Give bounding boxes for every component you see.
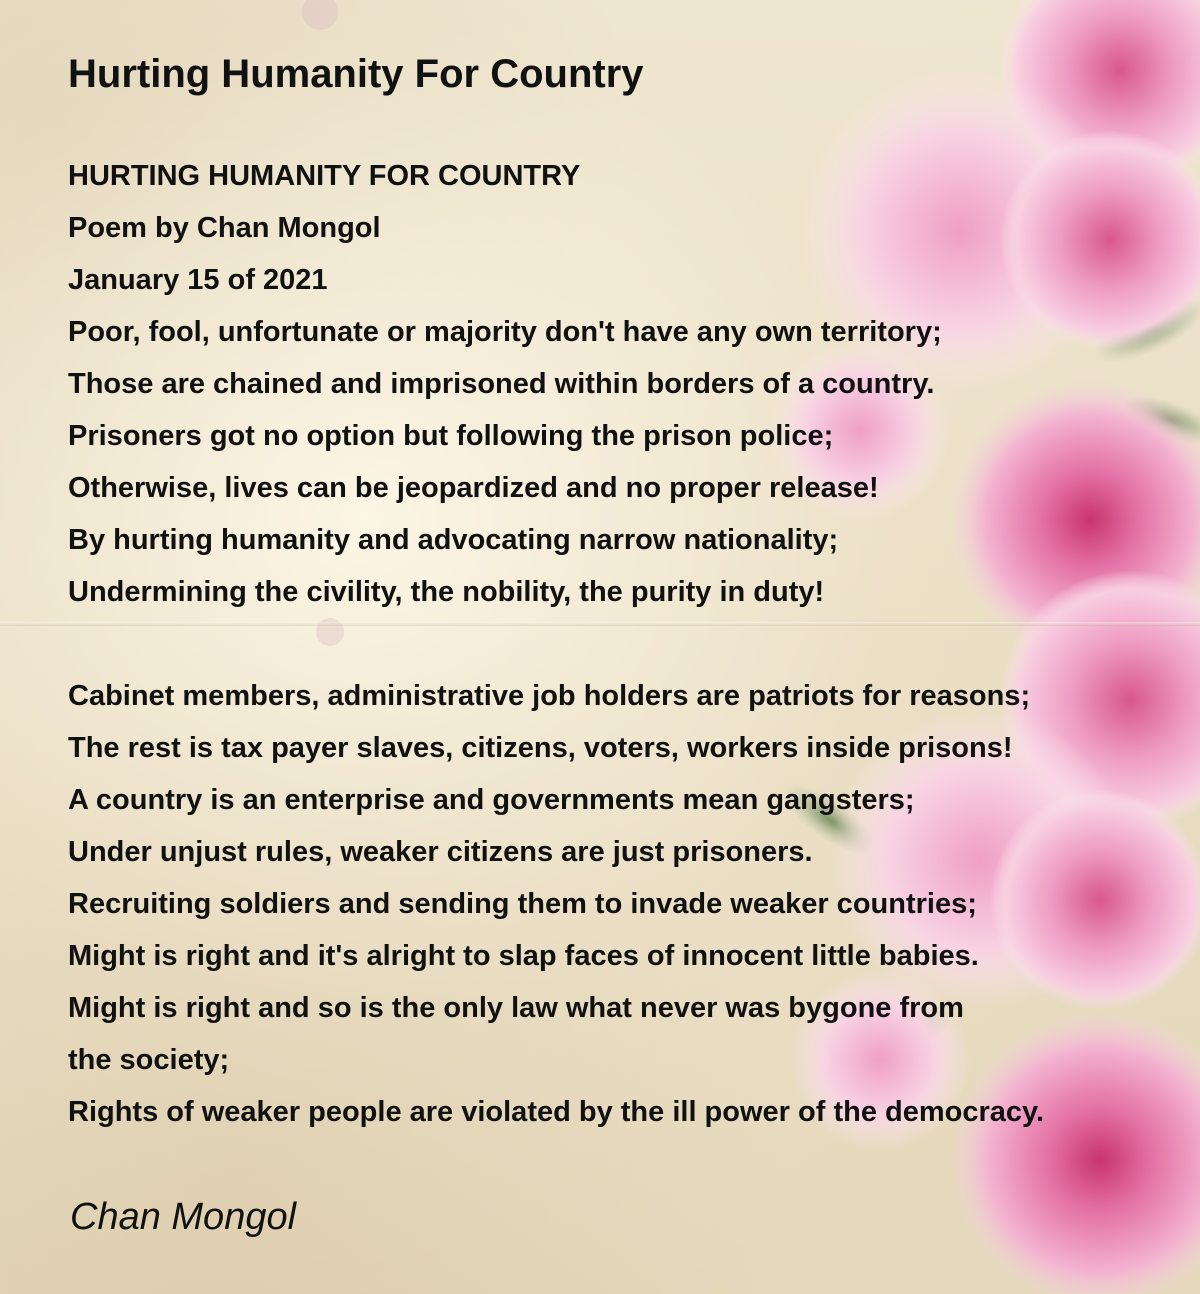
poem-heading-line: HURTING HUMANITY FOR COUNTRY	[68, 160, 581, 192]
poem-line: Might is right and it's alright to slap faces of innocent little babies.	[68, 940, 979, 972]
poem-line: Poor, fool, unfortunate or majority don't have any own territory;	[68, 316, 942, 348]
poem-line: The rest is tax payer slaves, citizens, voters, workers inside prisons!	[68, 732, 1013, 764]
poem-line: the society;	[68, 1044, 230, 1076]
poem-line: Recruiting soldiers and sending them to invade weaker countries;	[68, 888, 977, 920]
poem-line: Might is right and so is the only law what never was bygone from	[68, 992, 964, 1024]
poem-line: Those are chained and imprisoned within borders of a country.	[68, 368, 935, 400]
poem-line: Undermining the civility, the nobility, the purity in duty!	[68, 576, 825, 608]
stanza-break	[68, 618, 1044, 670]
poem-line: By hurting humanity and advocating narrow nationality;	[68, 524, 839, 556]
poem-date: January 15 of 2021	[68, 264, 328, 296]
author-signature: Chan Mongol	[70, 1196, 297, 1238]
poem-line: Otherwise, lives can be jeopardized and no proper release!	[68, 472, 879, 504]
poem-title: Hurting Humanity For Country	[68, 52, 644, 96]
poem-byline: Poem by Chan Mongol	[68, 212, 381, 244]
poem-line: A country is an enterprise and governments mean gangsters;	[68, 784, 915, 816]
poem-body	[68, 150, 1044, 1138]
poem-line: Cabinet members, administrative job holders are patriots for reasons;	[68, 680, 1031, 712]
poem-line: Under unjust rules, weaker citizens are just prisoners.	[68, 836, 813, 868]
poem-line: Rights of weaker people are violated by the ill power of the democracy.	[68, 1096, 1045, 1128]
poem-line: Prisoners got no option but following the prison police;	[68, 420, 834, 452]
